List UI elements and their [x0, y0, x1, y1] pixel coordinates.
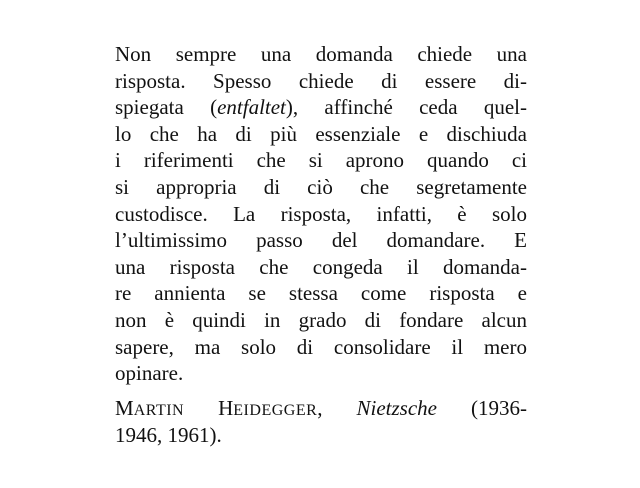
- german-term: entfaltet: [217, 95, 286, 120]
- attribution-line-1: MARTIN HEIDEGGER, Nietzsche (1936-: [115, 396, 527, 420]
- quote-line-13: opinare.: [115, 361, 184, 386]
- quote-line-2: risposta. Spesso chiede di essere di-: [115, 68, 527, 93]
- publication-dates-end: 1946, 1961).: [115, 422, 222, 447]
- attribution: [115, 395, 527, 448]
- work-title: Nietzsche: [356, 396, 437, 420]
- attribution-line-2: [115, 422, 527, 449]
- quote-line-9: una risposta che congeda il domanda-: [115, 254, 527, 279]
- quote-line-1: Non sempre una domanda chiede una: [115, 42, 527, 66]
- quote-line-5: i riferimenti che si aprono quando ci: [115, 148, 527, 173]
- quote-line-10: re annienta se stessa come risposta e: [115, 281, 527, 306]
- quote-line-12: sapere, ma solo di consolidare il mero: [115, 334, 527, 359]
- publication-dates-start: (1936-: [437, 396, 527, 420]
- quote-line-8: l’ultimissimo passo del domandare. E: [115, 228, 527, 253]
- quote-line-7: custodisce. La risposta, infatti, è solo: [115, 201, 527, 226]
- quote-line-6: si appropria di ciò che segretamente: [115, 174, 527, 199]
- quote-line-11: non è quindi in grado di fondare alcun: [115, 307, 527, 332]
- quote-line-3: spiegata (entfaltet), affinché ceda quel-: [115, 95, 527, 120]
- author-name: MARTIN HEIDEGGER: [115, 396, 318, 420]
- quote-line-4: lo che ha di più essenziale e dischiuda: [115, 121, 527, 146]
- quote-passage: [115, 41, 527, 387]
